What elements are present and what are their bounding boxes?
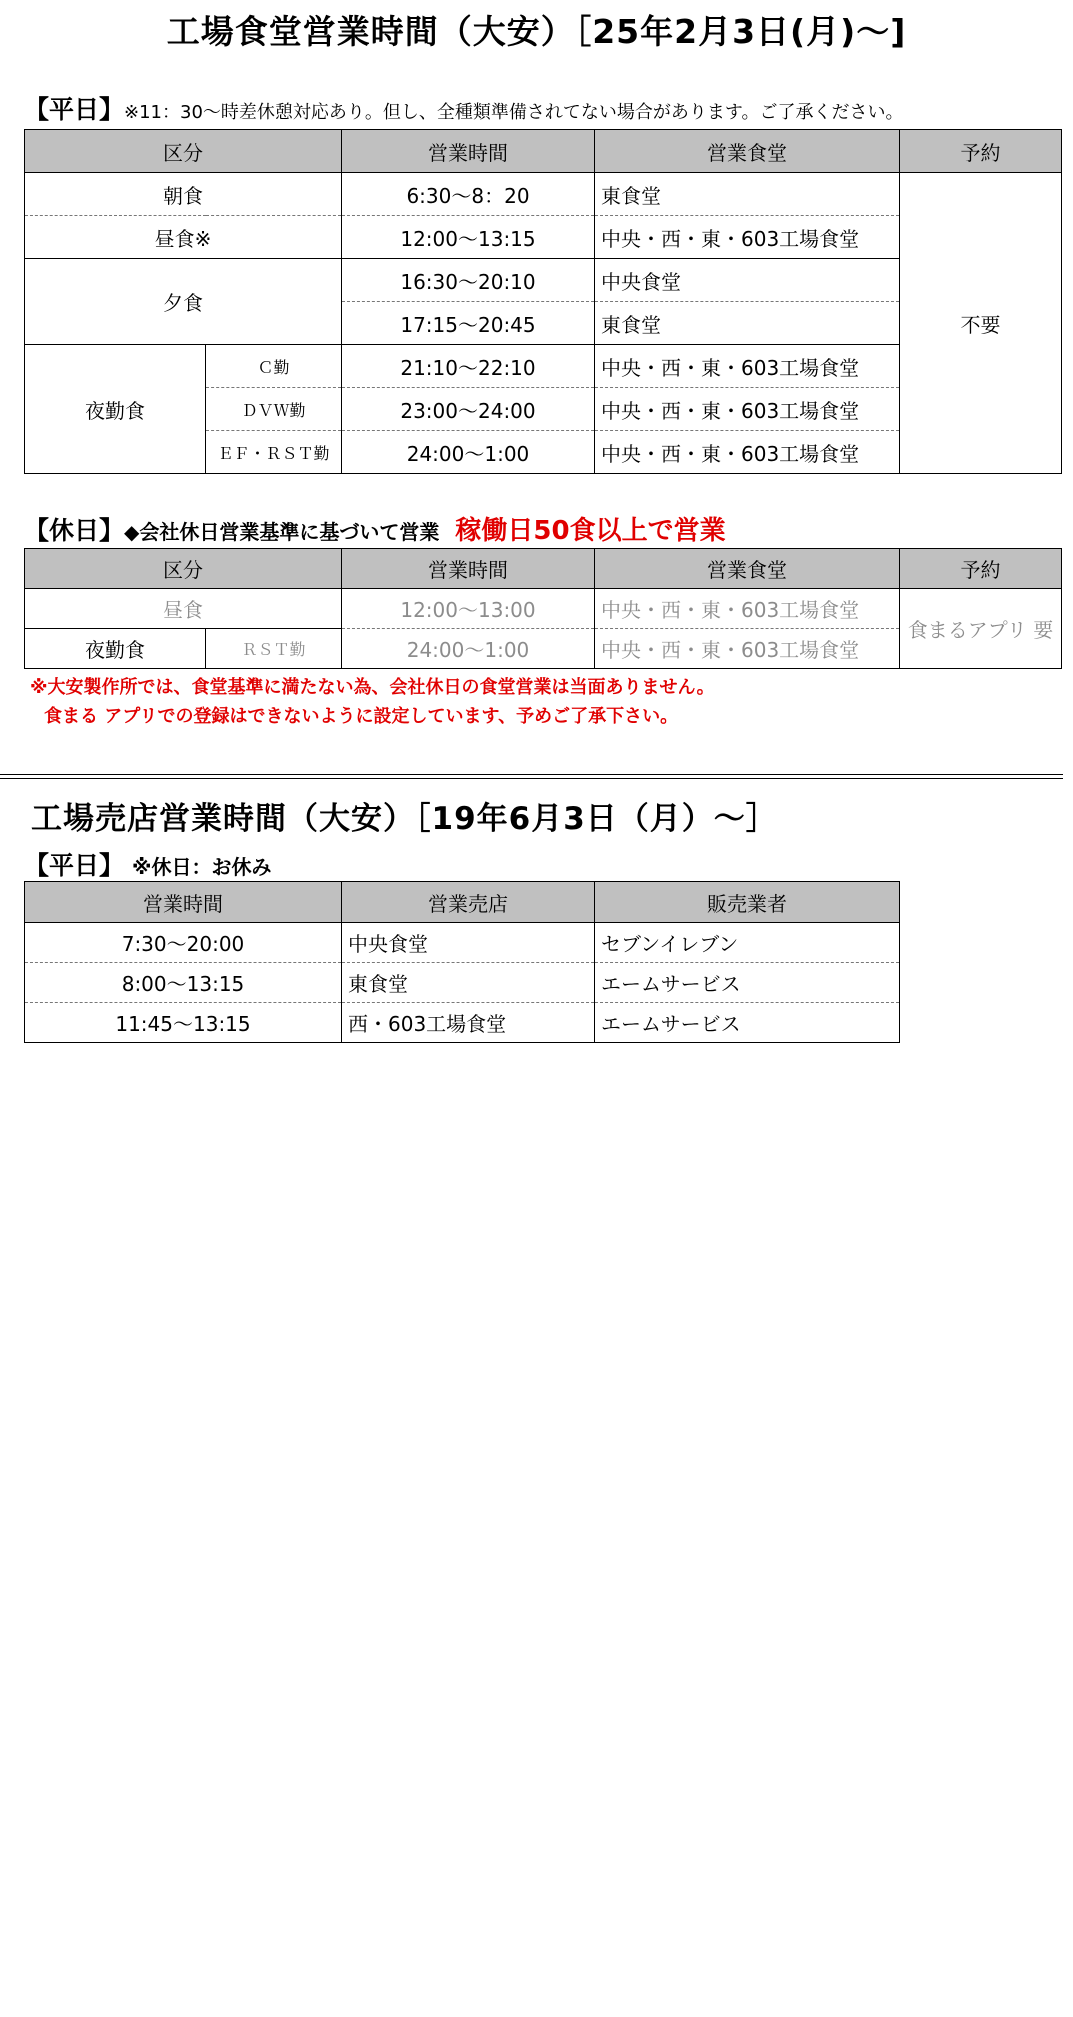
holiday-red-note: 稼働日50食以上で営業 [455,516,726,546]
category-cell: 昼食※ [25,216,342,259]
shop-note: ※休日：お休み [132,855,272,879]
weekday-heading [24,90,903,126]
reservation-cell: 不要 [900,173,1062,474]
vendor-cell: セブンイレブン [595,923,900,963]
shift-cell: Ｃ勤 [206,345,342,388]
cafeteria-cell: 中央・西・東・603工場食堂 [595,216,900,259]
cafeteria-cell: 東食堂 [595,302,900,345]
hours-cell: 17:15～20:45 [342,302,595,345]
hours-cell: 12:00～13:00 [342,589,595,629]
hours-cell: 8:00～13:15 [25,963,342,1003]
shop-title: 工場売店営業時間（大安）［19年6月3日（月）～］ [31,801,778,837]
holiday-note: ◆会社休日営業基準に基づいて営業 [124,520,440,544]
hours-cell: 21:10～22:10 [342,345,595,388]
cafeteria-cell: 中央・西・東・603工場食堂 [595,345,900,388]
reservation-cell: 食まるアプリ 要 [900,589,1062,669]
header-hours: 営業時間 [342,549,595,589]
cafeteria-cell: 中央・西・東・603工場食堂 [595,629,900,669]
header-cafeteria: 営業食堂 [595,130,900,173]
hours-cell: 24:00～1:00 [342,629,595,669]
weekday-label: 【平日】 [24,95,125,124]
shop-label: 【平日】 [24,851,125,880]
header-category: 区分 [25,549,342,589]
category-cell: 夜勤食 [25,345,206,474]
store-cell: 西・603工場食堂 [342,1003,595,1043]
table-row [25,1003,900,1043]
hours-cell: 16:30～20:10 [342,259,595,302]
category-cell: 夜勤食 [25,629,206,669]
table-row [25,173,1062,216]
cafeteria-cell: 中央・西・東・603工場食堂 [595,589,900,629]
shop-table [24,881,900,1043]
table-header-row [25,549,1062,589]
header-vendor: 販売業者 [595,882,900,923]
cafeteria-cell: 中央・西・東・603工場食堂 [595,388,900,431]
shift-cell: ＲＳＴ勤 [206,629,342,669]
table-header-row [25,130,1062,173]
hours-cell: 11:45～13:15 [25,1003,342,1043]
header-reservation: 予約 [900,549,1062,589]
table-header-row [25,882,900,923]
cafeteria-cell: 東食堂 [595,173,900,216]
category-cell: 夕食 [25,259,342,345]
weekday-note: ※11：30～時差休憩対応あり。但し、全種類準備されてない場合があります。ご了承ください。 [124,102,904,123]
cafeteria-cell: 中央食堂 [595,259,900,302]
category-cell: 朝食 [25,173,342,216]
store-cell: 中央食堂 [342,923,595,963]
holiday-table [24,548,1062,669]
header-store: 営業売店 [342,882,595,923]
section-divider [0,774,1063,779]
category-cell: 昼食 [25,589,342,629]
table-row [25,963,900,1003]
holiday-label: 【休日】 [24,516,125,545]
page-title: 工場食堂営業時間（大安）［25年2月3日(月)～] [166,12,907,51]
hours-cell: 7:30～20:00 [25,923,342,963]
store-cell: 東食堂 [342,963,595,1003]
hours-cell: 12:00～13:15 [342,216,595,259]
header-reservation: 予約 [900,130,1062,173]
hours-cell: 24:00～1:00 [342,431,595,474]
header-category: 区分 [25,130,342,173]
header-hours: 営業時間 [342,130,595,173]
vendor-cell: エームサービス [595,963,900,1003]
shop-heading [24,846,271,882]
holiday-warning-1: ※大安製作所では、食堂基準に満たない為、会社休日の食堂営業は当面ありません。 [30,677,715,698]
vendor-cell: エームサービス [595,1003,900,1043]
shift-cell: ＤＶＷ勤 [206,388,342,431]
holiday-warning-2: 食まる アプリでの登録はできないように設定しています、予めご了承下さい。 [44,706,679,727]
header-hours: 営業時間 [25,882,342,923]
hours-cell: 6:30～8：20 [342,173,595,216]
hours-cell: 23:00～24:00 [342,388,595,431]
table-row [25,589,1062,629]
cafeteria-cell: 中央・西・東・603工場食堂 [595,431,900,474]
shift-cell: ＥＦ・ＲＳＴ勤 [206,431,342,474]
table-row [25,923,900,963]
holiday-heading [24,510,726,547]
weekday-table [24,129,1062,474]
header-cafeteria: 営業食堂 [595,549,900,589]
